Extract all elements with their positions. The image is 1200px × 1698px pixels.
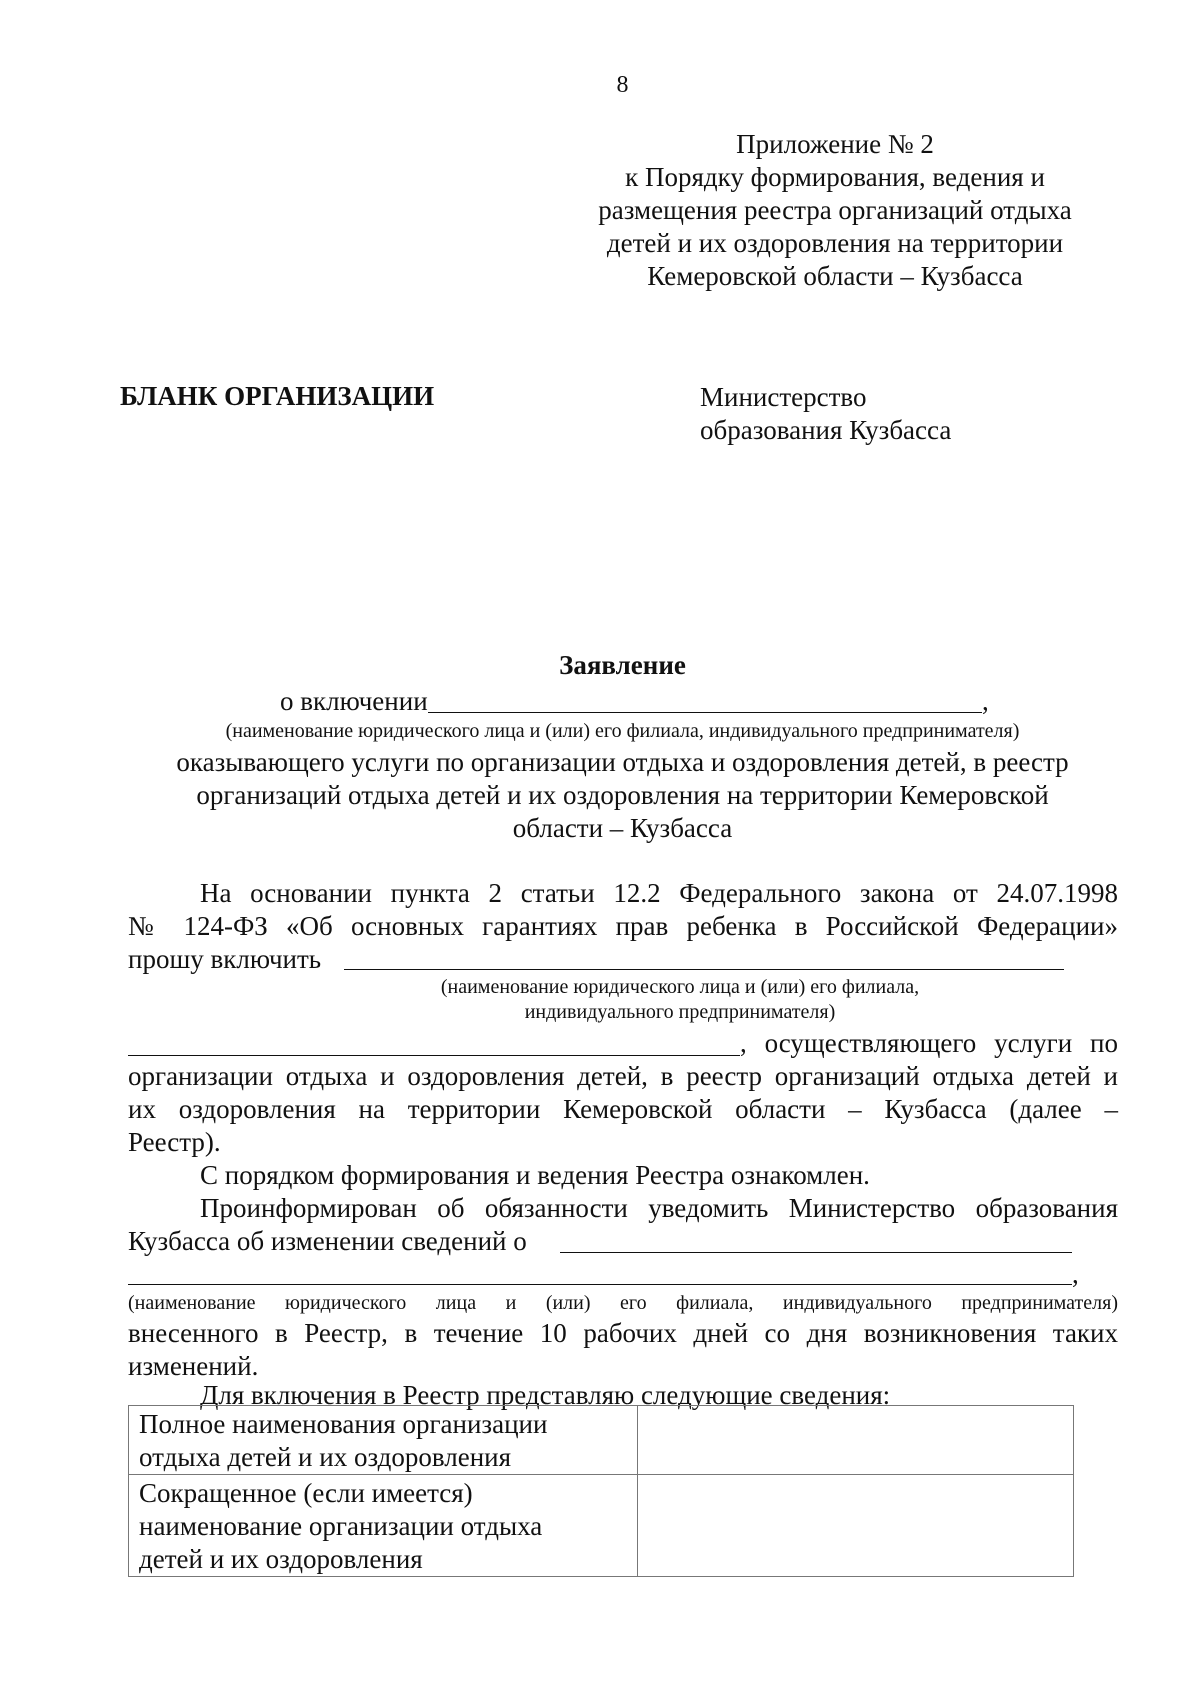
table-value-cell[interactable]	[638, 1406, 1074, 1475]
organization-name-fill-line[interactable]	[344, 969, 1064, 970]
table-row	[129, 1406, 1074, 1475]
document-title: Заявление	[559, 650, 686, 680]
body-line: организации отдыха и оздоровления детей, в реестр организаций отдыха детей и	[128, 1061, 1118, 1091]
appendix-line: Приложение № 2	[736, 129, 934, 159]
table-label-line: наименование организации отдыха	[139, 1511, 543, 1541]
table-label-line: Полное наименования организации	[139, 1409, 548, 1439]
hint-line: (наименование юридического лица и (или) его филиала, индивидуального предпринимателя)	[128, 1292, 1118, 1314]
intro-line: организаций отдыха детей и их оздоровления на территории Кемеровской	[196, 780, 1049, 810]
table-label-line: отдыха детей и их оздоровления	[139, 1442, 512, 1472]
intro-hint: (наименование юридического лица и (или) его филиала, индивидуального предпринимателя)	[225, 720, 1020, 742]
intro-fill-line[interactable]	[428, 712, 982, 713]
information-table	[128, 1405, 1074, 1577]
intro-prefix: о включении	[280, 686, 428, 716]
hint-line: (наименование юридического лица и (или) его филиала,	[440, 976, 920, 998]
table-label-cell	[129, 1475, 638, 1577]
body-line: Проинформирован об обязанности уведомить Министерство образования	[200, 1193, 1118, 1223]
body-line: их оздоровления на территории Кемеровской области – Кузбасса (далее –	[128, 1094, 1118, 1124]
appendix-line: размещения реестра организаций отдыха	[598, 195, 1072, 225]
table-label-line: Сокращенное (если имеется)	[139, 1478, 473, 1508]
organization-name-fill-line-2[interactable]	[128, 1055, 740, 1056]
body-line: изменений.	[128, 1351, 259, 1381]
body-line-prefix: прошу включить	[128, 944, 322, 974]
table-value-cell[interactable]	[638, 1475, 1074, 1577]
intro-line: оказывающего услуги по организации отдыха и оздоровления детей, в реестр	[176, 747, 1069, 777]
changes-fill-line[interactable]	[560, 1252, 1072, 1253]
organization-letterhead-label: БЛАНК ОРГАНИЗАЦИИ	[120, 381, 435, 411]
body-line-suffix: ,	[1072, 1259, 1079, 1289]
body-line-prefix: Кузбасса об изменении сведений о	[128, 1226, 527, 1256]
appendix-line: Кемеровской области – Кузбасса	[647, 261, 1023, 291]
body-line: № 124-ФЗ «Об основных гарантиях прав ребенка в Российской Федерации»	[128, 911, 1118, 941]
table-label-cell	[129, 1406, 638, 1475]
body-line: На основании пункта 2 статьи 12.2 Федерального закона от 24.07.1998	[200, 878, 1118, 908]
addressee-line: Министерство	[700, 382, 867, 412]
table-row	[129, 1475, 1074, 1577]
changes-fill-line-2[interactable]	[128, 1284, 1072, 1285]
page-number: 8	[616, 72, 629, 98]
body-line-suffix: , осуществляющего услуги по	[740, 1028, 1118, 1058]
appendix-block	[590, 128, 1080, 293]
appendix-line: детей и их оздоровления на территории	[606, 228, 1064, 258]
table-label-line: детей и их оздоровления	[139, 1544, 423, 1574]
appendix-line: к Порядку формирования, ведения и	[625, 162, 1045, 192]
hint-line: индивидуального предпринимателя)	[524, 1001, 836, 1023]
addressee-block	[700, 381, 951, 447]
body-line: Реестр).	[128, 1127, 221, 1157]
intro-line: области – Кузбасса	[512, 813, 733, 843]
body-line: внесенного в Реестр, в течение 10 рабочих дней со дня возникновения таких	[128, 1318, 1118, 1348]
body-line: С порядком формирования и ведения Реестра ознакомлен.	[200, 1160, 870, 1190]
body-line: Для включения в Реестр представляю следующие сведения:	[200, 1380, 891, 1410]
intro-suffix: ,	[982, 686, 989, 716]
addressee-line: образования Кузбасса	[700, 415, 952, 445]
